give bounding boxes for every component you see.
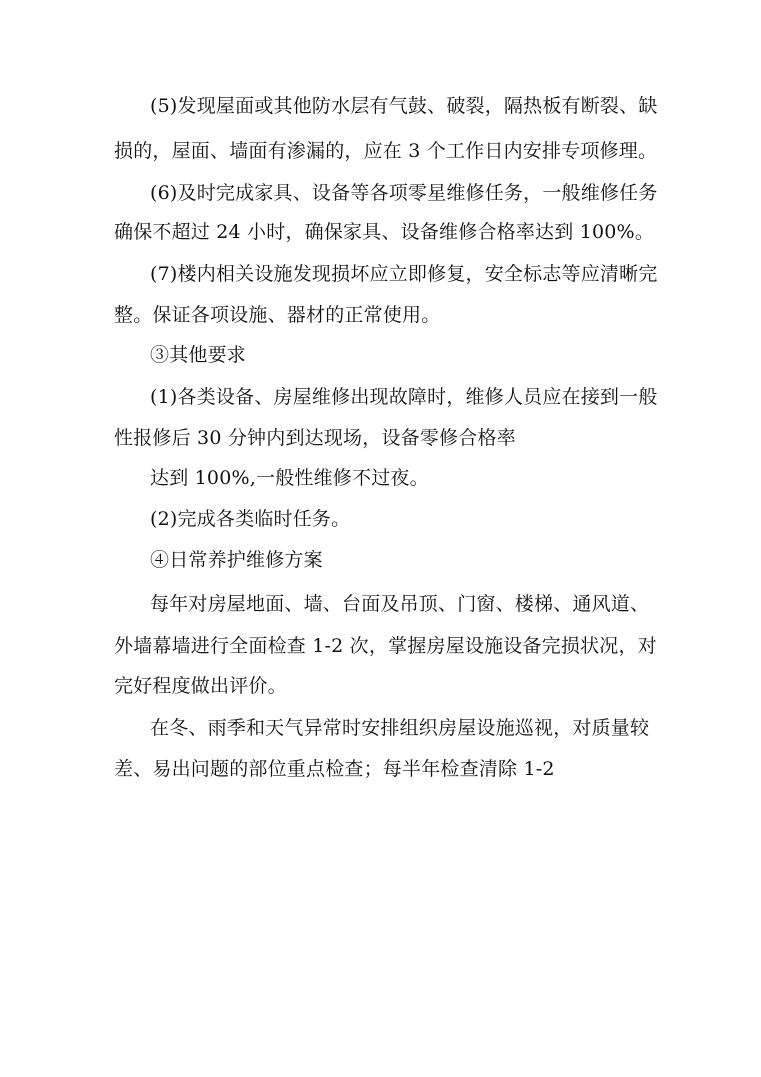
section-heading-other-requirements: ③其他要求: [150, 344, 247, 366]
paragraph-6-line-1: (6)及时完成家具、设备等各项零星维修任务，一般维修任务: [150, 182, 658, 204]
paragraph-5-line-2: 损的，屋面、墙面有渗漏的，应在 3 个工作日内安排专项修理。: [114, 140, 658, 162]
paragraph-1-line-1: (1)各类设备、房屋维修出现故障时，维修人员应在接到一般: [150, 386, 658, 408]
paragraph-1-line-3: 达到 100%,一般性维修不过夜。: [150, 467, 429, 489]
paragraph-annual-line-2: 外墙幕墙进行全面检查 1-2 次，掌握房屋设施设备完损状况，对: [114, 635, 657, 657]
paragraph-annual-line-1: 每年对房屋地面、墙、台面及吊顶、门窗、楼梯、通风道、: [150, 593, 650, 615]
paragraph-2-line-1: (2)完成各类临时任务。: [150, 508, 351, 530]
paragraph-7-line-2: 整。保证各项设施、器材的正常使用。: [114, 304, 441, 326]
paragraph-seasonal-line-1: 在冬、雨季和天气异常时安排组织房屋设施巡视，对质量较: [150, 717, 650, 739]
paragraph-7-line-1: (7)楼内相关设施发现损坏应立即修复，安全标志等应清晰完: [150, 263, 658, 285]
paragraph-5-line-1: (5)发现屋面或其他防水层有气鼓、破裂，隔热板有断裂、缺: [150, 95, 658, 117]
paragraph-1-line-2: 性报修后 30 分钟内到达现场，设备零修合格率: [114, 427, 516, 449]
section-heading-daily-maintenance: ④日常养护维修方案: [150, 549, 323, 571]
paragraph-6-line-2: 确保不超过 24 小时，确保家具、设备维修合格率达到 100%。: [114, 221, 655, 243]
paragraph-annual-line-3: 完好程度做出评价。: [114, 675, 287, 697]
paragraph-seasonal-line-2: 差、易出问题的部位重点检查；每半年检查清除 1-2: [114, 758, 555, 780]
